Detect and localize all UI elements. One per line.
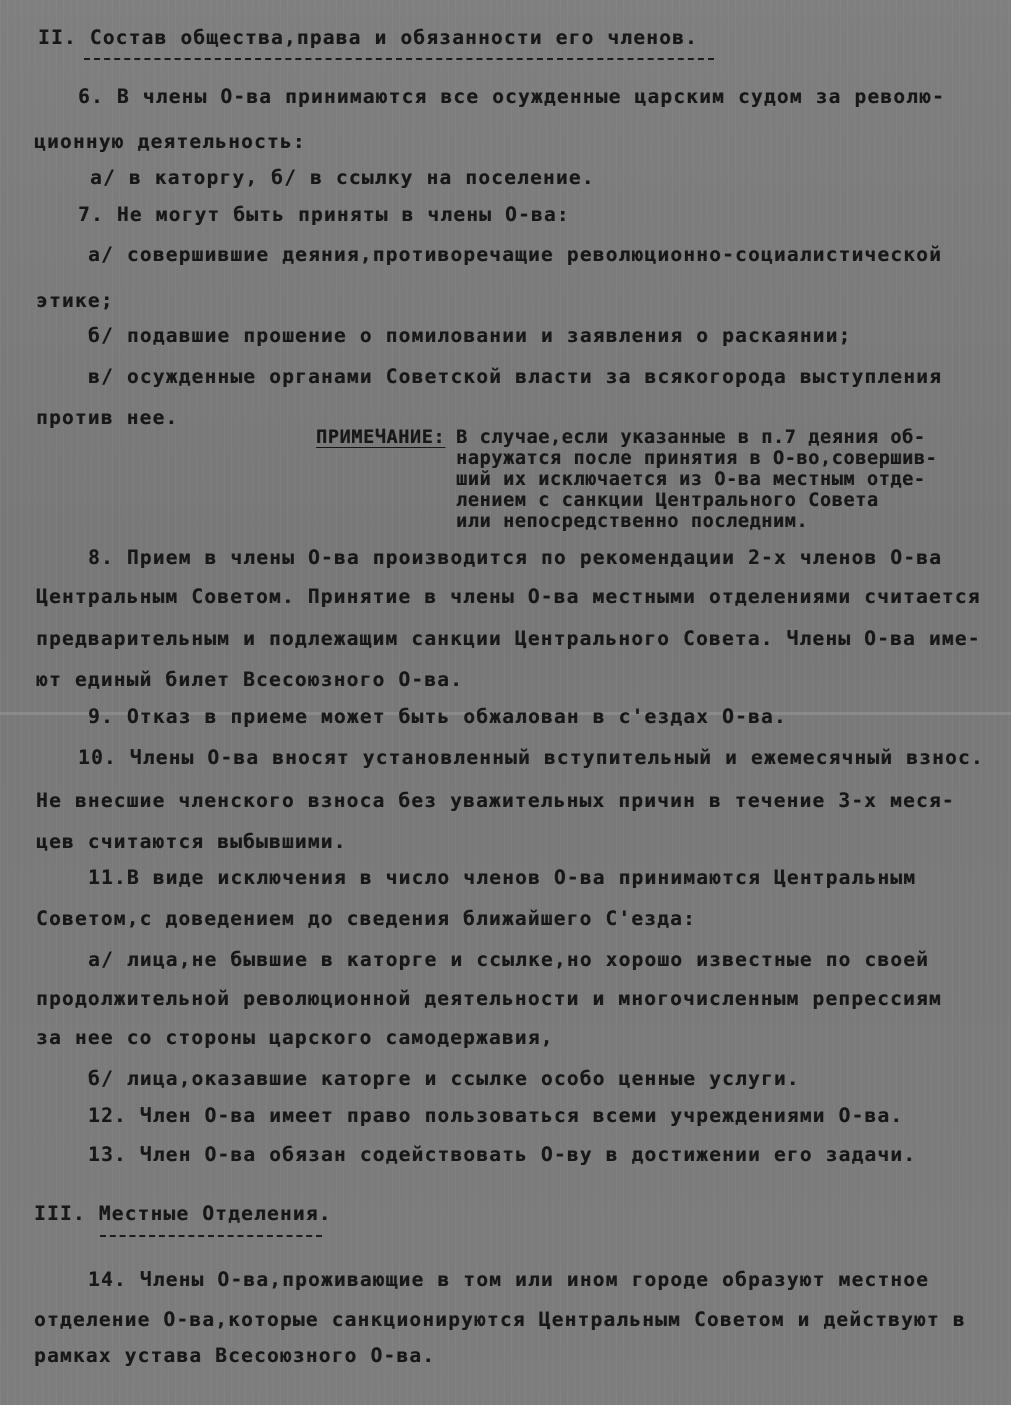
paragraph-7-line-2: а/ совершившие деяния,противоречащие революционно-социалистической bbox=[88, 243, 943, 266]
section-2-title: II. Состав общества,права и обязанности его членов. bbox=[38, 26, 698, 49]
paragraph-10-line-1: 10. Члены О-ва вносят установленный вступительный и ежемесячный взнос. bbox=[78, 746, 984, 769]
paragraph-8-line-1: 8. Прием в члены О-ва производится по рекомендации 2-х членов О-ва bbox=[88, 546, 943, 569]
paragraph-10-line-3: цев считаются выбывшими. bbox=[36, 830, 347, 853]
paragraph-10-line-2: Не внесшие членского взноса без уважительных причин в течение 3-х меся- bbox=[36, 789, 955, 812]
paragraph-8-line-4: ют единый билет Всесоюзного О-ва. bbox=[36, 668, 464, 691]
paragraph-13-line-1: 13. Член О-ва обязан содействовать О-ву в достижении его задачи. bbox=[88, 1143, 917, 1166]
paragraph-14-line-2: отделение О-ва,которые санкционируются Центральным Советом и действуют в bbox=[34, 1308, 966, 1331]
paragraph-7-line-4: б/ подавшие прошение о помиловании и заявления о раскаянии; bbox=[88, 324, 852, 347]
paragraph-8-line-3: предварительным и подлежащим санкции Центрального Совета. Члены О-ва име- bbox=[36, 627, 981, 650]
note-line-2: наружатся после принятия в О-во,совершив- bbox=[456, 448, 938, 469]
paragraph-7-line-5: в/ осужденные органами Советской власти за всякогорода выступления bbox=[88, 365, 943, 388]
paragraph-11-line-4: продолжительной революционной деятельности и многочисленным репрессиям bbox=[36, 987, 942, 1010]
paragraph-8-line-2: Центральным Советом. Принятие в члены О-ва местными отделениями считается bbox=[36, 585, 981, 608]
paragraph-9-line-1: 9. Отказ в приеме может быть обжалован в с'ездах О-ва. bbox=[88, 705, 787, 728]
paragraph-14-line-3: рамках устава Всесоюзного О-ва. bbox=[34, 1344, 436, 1367]
paragraph-6-line-3: а/ в каторгу, б/ в ссылку на поселение. bbox=[90, 166, 595, 189]
paragraph-6-line-2: ционную деятельность: bbox=[34, 130, 306, 153]
section-3-underline bbox=[100, 1235, 322, 1237]
paragraph-14-line-1: 14. Члены О-ва,проживающие в том или ином городе образуют местное bbox=[88, 1268, 930, 1291]
paragraph-6-line-1: 6. В члены О-ва принимаются все осужденные царским судом за револю- bbox=[78, 85, 945, 108]
section-3-title: III. Местные Отделения. bbox=[34, 1202, 332, 1225]
note-line-3: ший их исключается из О-ва местным отде- bbox=[456, 469, 926, 490]
note-label: ПРИМЕЧАНИЕ: bbox=[316, 427, 446, 448]
paragraph-7-line-1: 7. Не могут быть приняты в члены О-ва: bbox=[78, 203, 570, 226]
paragraph-12-line-1: 12. Член О-ва имеет право пользоваться всеми учреждениями О-ва. bbox=[88, 1104, 904, 1127]
note-line-1: В случае,если указанные в п.7 деяния об- bbox=[456, 427, 926, 448]
note-line-4: лением с санкции Центрального Совета bbox=[456, 490, 879, 511]
paragraph-11-line-3: а/ лица,не бывшие в каторге и ссылке,но хорошо известные по своей bbox=[88, 948, 930, 971]
note-line-5: или непосредственно последним. bbox=[456, 511, 809, 532]
paragraph-11-line-2: Советом,с доведением до сведения ближайшего С'езда: bbox=[36, 907, 696, 930]
paragraph-7-line-6: против нее. bbox=[36, 406, 179, 429]
section-2-underline bbox=[84, 58, 714, 60]
paragraph-11-line-1: 11.В виде исключения в число членов О-ва принимаются Центральным bbox=[88, 866, 917, 889]
paragraph-11-line-6: б/ лица,оказавшие каторге и ссылке особо ценные услуги. bbox=[88, 1067, 800, 1090]
paragraph-7-line-3: этике; bbox=[36, 289, 114, 312]
paragraph-11-line-5: за нее со стороны царского самодержавия, bbox=[36, 1026, 554, 1049]
